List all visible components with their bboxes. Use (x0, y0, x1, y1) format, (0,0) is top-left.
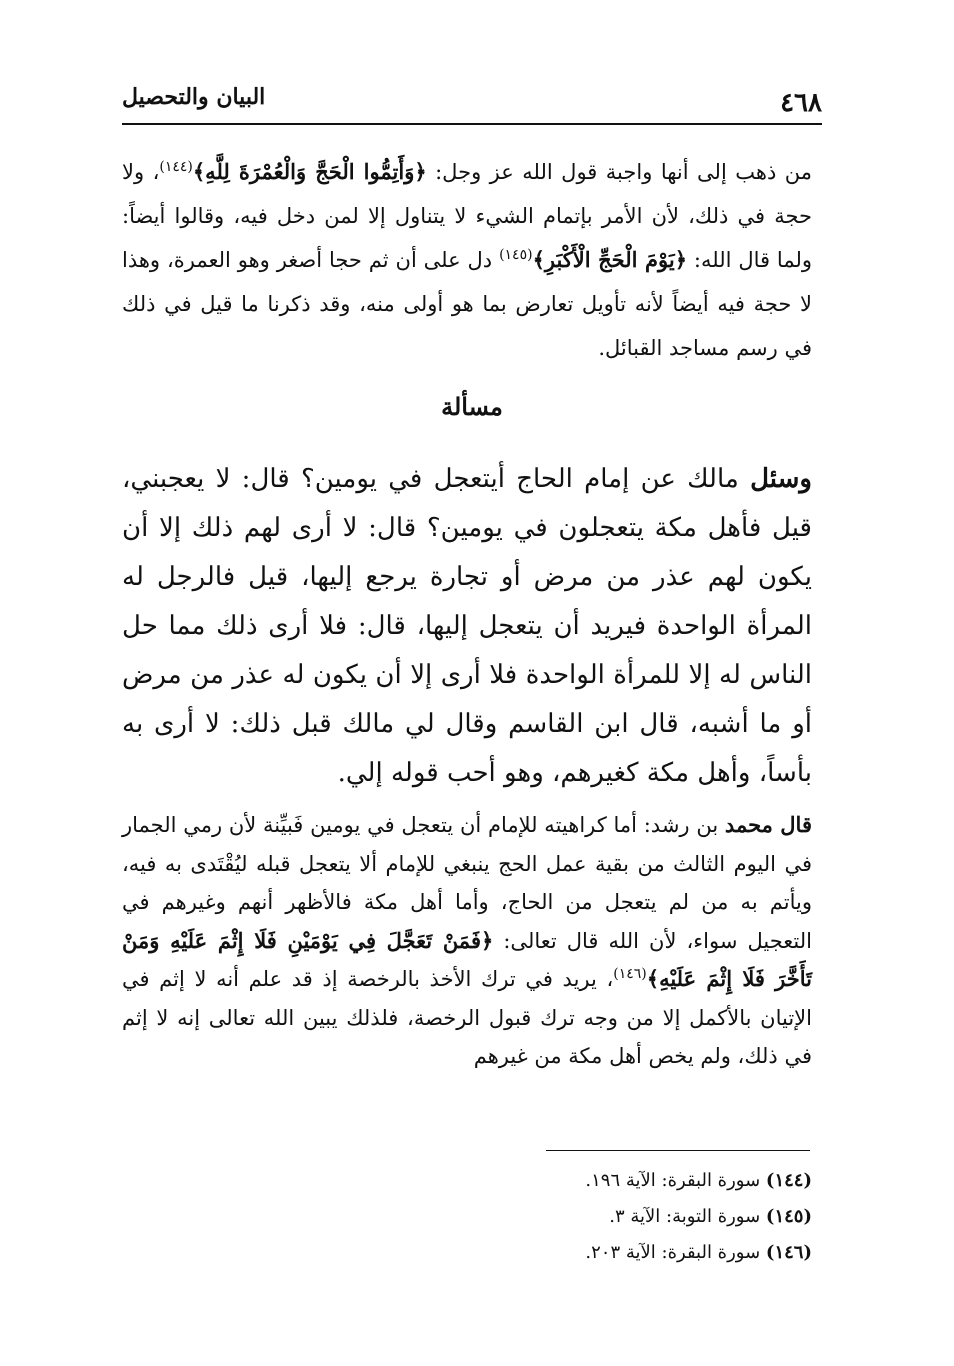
header-rule (122, 123, 822, 125)
footnote-ref: (١٤٥) (499, 247, 533, 263)
lead-word: قال محمد (724, 812, 812, 837)
page-header (122, 78, 822, 124)
section-heading: مسألة (441, 392, 503, 421)
footnote-number: (١٤٥) (765, 1206, 812, 1227)
footnote-item (420, 1235, 812, 1271)
paragraph-text: ، ولا حجة في ذلك، لأن الأمر بإتمام الشيء لا يتناول إلا لمن دخل فيه، وقالوا أيضاً: ولما قال الله: (122, 160, 812, 272)
footnote-ref: (١٤٦) (613, 966, 647, 982)
quran-verse: ﴿وَأَتِمُّوا الْحَجَّ وَالْعُمْرَةَ لِلَّهِ﴾ (192, 159, 427, 184)
lead-word: وسئل (750, 464, 812, 494)
footnote-item (420, 1163, 812, 1199)
footnote-number: (١٤٦) (765, 1242, 812, 1263)
footnote-number: (١٤٤) (765, 1170, 812, 1191)
footnotes (420, 1163, 812, 1271)
paragraph-text: ، يريد في ترك الأخذ بالرخصة إذ قد علم أنه لا إثم في الإتيان بالأكمل إلا من وجه ترك قبول الرخصة، فلذلك يبين الله تعالى إنه لا إثم في ذلك، ولم يخص أهل مكة من غيرهم (122, 967, 812, 1068)
footnote-ref: (١٤٤) (159, 159, 193, 175)
paragraph-text: من ذهب إلى أنها واجبة قول الله عز وجل: (426, 160, 813, 184)
paragraph-opening (122, 150, 812, 370)
paragraph-question (122, 455, 812, 798)
quran-verse: ﴿فَمَنْ تَعَجَّلَ فِي يَوْمَيْنِ فَلَا إِثْمَ عَلَيْهِ وَمَنْ تَأَخَّرَ فَلَا إِثْمَ عَلَيْهِ﴾ (122, 927, 812, 991)
footnote-rule (546, 1150, 810, 1151)
footnote-text: سورة البقرة: الآية ٢٠٣. (585, 1242, 766, 1263)
footnote-text: سورة البقرة: الآية ١٩٦. (585, 1170, 766, 1191)
quran-verse: ﴿يَوْمَ الْحَجِّ الْأَكْبَرِ﴾ (532, 247, 688, 272)
paragraph-text: دل على أن ثم حجا أصغر وهو العمرة، وهذا لا حجة فيه أيضاً لأنه تأويل تعارض بما هو أولى منه، وقد ذكرنا ما قيل في ذلك في رسم مساجد القبائل. (122, 248, 812, 360)
paragraph-text: بن رشد: أما كراهيته للإمام أن يتعجل في يومين فَبيِّنة لأن رمي الجمار في اليوم الثالث من بقية عمل الحج ينبغي للإمام ألا يتعجل قبله ليُقْتَدى به فيه، ويأتم به من لم يتعجل من الحاج، وأما أهل مكة فالأظهر أنهم وغيرهم في التعجيل سواء، لأن الله قال تعالى: (122, 813, 812, 953)
footnote-text: سورة التوبة: الآية ٣. (609, 1206, 766, 1227)
page-number: ٤٦٨ (780, 88, 822, 118)
footnote-item (420, 1199, 812, 1235)
running-title: البيان والتحصيل (122, 84, 266, 110)
paragraph-text: مالك عن إمام الحاج أيتعجل في يومين؟ قال: لا يعجبني، قيل فأهل مكة يتعجلون في يومين؟ قال: لا أرى لهم ذلك إلا أن يكون لهم عذر من مرض أو تجارة يرجع إليها، قيل فالرجل له المرأة الواحدة فيريد أن يتعجل إليها، قال: فلا أرى ذلك مما حل الناس له إلا للمرأة الواحدة فلا أرى إلا أن يكون له عذر من مرض أو ما أشبه، قال ابن القاسم وقال لي مالك قبل ذلك: لا أرى به بأساً، وأهل مكة كغيرهم، وهو أحب قوله إلي. (122, 464, 812, 788)
paragraph-commentary (122, 806, 812, 1076)
